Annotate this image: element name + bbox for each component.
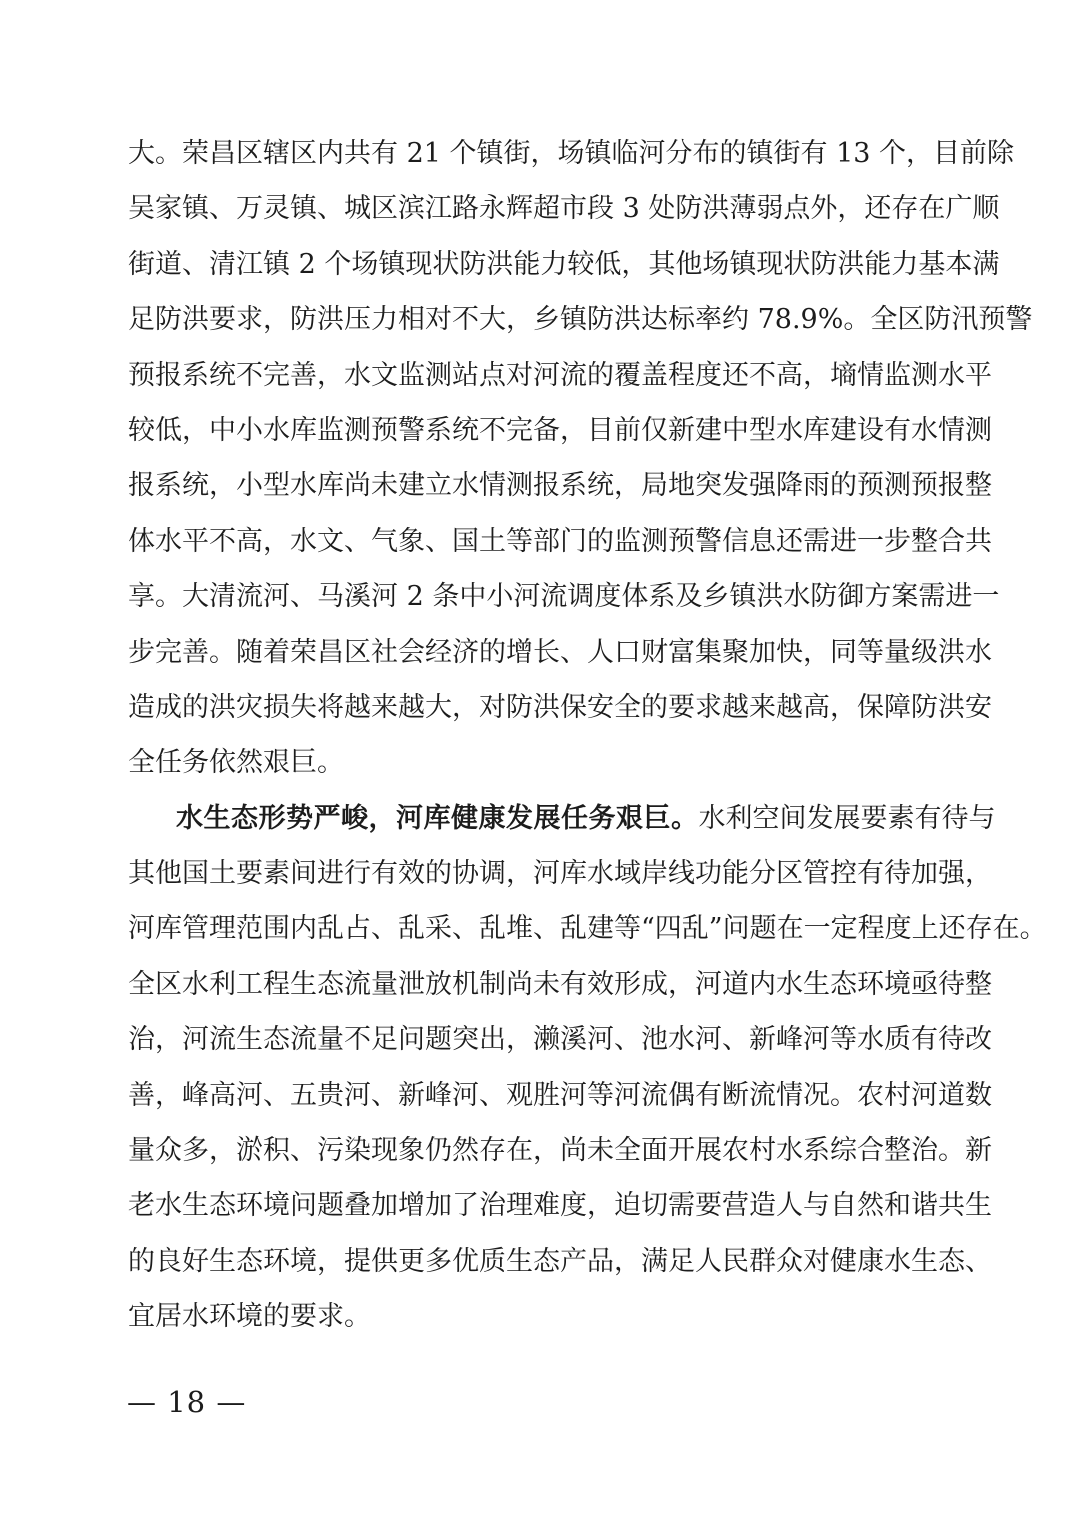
paragraph-water-ecology-situation [128, 791, 1047, 1345]
text-line [128, 791, 996, 846]
text-line: 老水生态环境问题叠加增加了治理难度，迫切需要营造人与自然和谐共生 [128, 1190, 992, 1222]
text-line: 治，河流生态流量不足问题突出，濑溪河、池水河、新峰河等水质有待改 [128, 1024, 992, 1056]
text-line: 步完善。随着荣昌区社会经济的增长、人口财富集聚加快，同等量级洪水 [128, 636, 992, 668]
text-line: 宜居水环境的要求。 [128, 1301, 371, 1333]
text-line: 街道、清江镇 2 个场镇现状防洪能力较低，其他场镇现状防洪能力基本满 [128, 248, 1000, 280]
text-line: 大。荣昌区辖区内共有 21 个镇街，场镇临河分布的镇街有 13 个，目前除 [128, 138, 1015, 169]
text-line: 善，峰高河、五贵河、新峰河、观胜河等河流偶有断流情况。农村河道数 [128, 1079, 992, 1111]
paragraph-lead-bold: 水生态形势严峻，河库健康发展任务艰巨。 [176, 802, 699, 834]
text-line: 报系统，小型水库尚未建立水情测报系统，局地突发强降雨的预测预报整 [128, 470, 992, 502]
text-line: 预报系统不完善，水文监测站点对河流的覆盖程度还不高，墒情监测水平 [128, 359, 992, 391]
text-line: 河库管理范围内乱占、乱采、乱堆、乱建等“四乱”问题在一定程度上还存在。 [128, 913, 1047, 945]
text-line: 量众多，淤积、污染现象仍然存在，尚未全面开展农村水系综合整治。新 [128, 1135, 992, 1167]
page-number: — 18 — [127, 1385, 247, 1419]
text-line: 的良好生态环境，提供更多优质生态产品，满足人民群众对健康水生态、 [128, 1245, 992, 1277]
text-line: 全区水利工程生态流量泄放机制尚未有效形成，河道内水生态环境亟待整 [128, 968, 992, 1000]
text-line: 造成的洪灾损失将越来越大，对防洪保安全的要求越来越高，保障防洪安 [128, 691, 992, 723]
paragraph-flood-control-situation [128, 126, 1033, 791]
text-line: 全任务依然艰巨。 [128, 747, 344, 779]
text-line: 足防洪要求，防洪压力相对不大，乡镇防洪达标率约 78.9%。全区防汛预警 [128, 304, 1033, 336]
text-line-rest: 水利空间发展要素有待与 [698, 802, 996, 834]
body-text [128, 126, 1047, 1345]
text-line: 体水平不高，水文、气象、国土等部门的监测预警信息还需进一步整合共 [128, 525, 992, 557]
text-line: 其他国土要素间进行有效的协调，河库水域岸线功能分区管控有待加强， [128, 858, 992, 890]
text-line: 享。大清流河、马溪河 2 条中小河流调度体系及乡镇洪水防御方案需进一 [128, 581, 1000, 613]
text-line: 较低，中小水库监测预警系统不完备，目前仅新建中型水库建设有水情测 [128, 414, 992, 446]
text-line: 吴家镇、万灵镇、城区滨江路永辉超市段 3 处防洪薄弱点外，还存在广顺 [128, 193, 1000, 225]
